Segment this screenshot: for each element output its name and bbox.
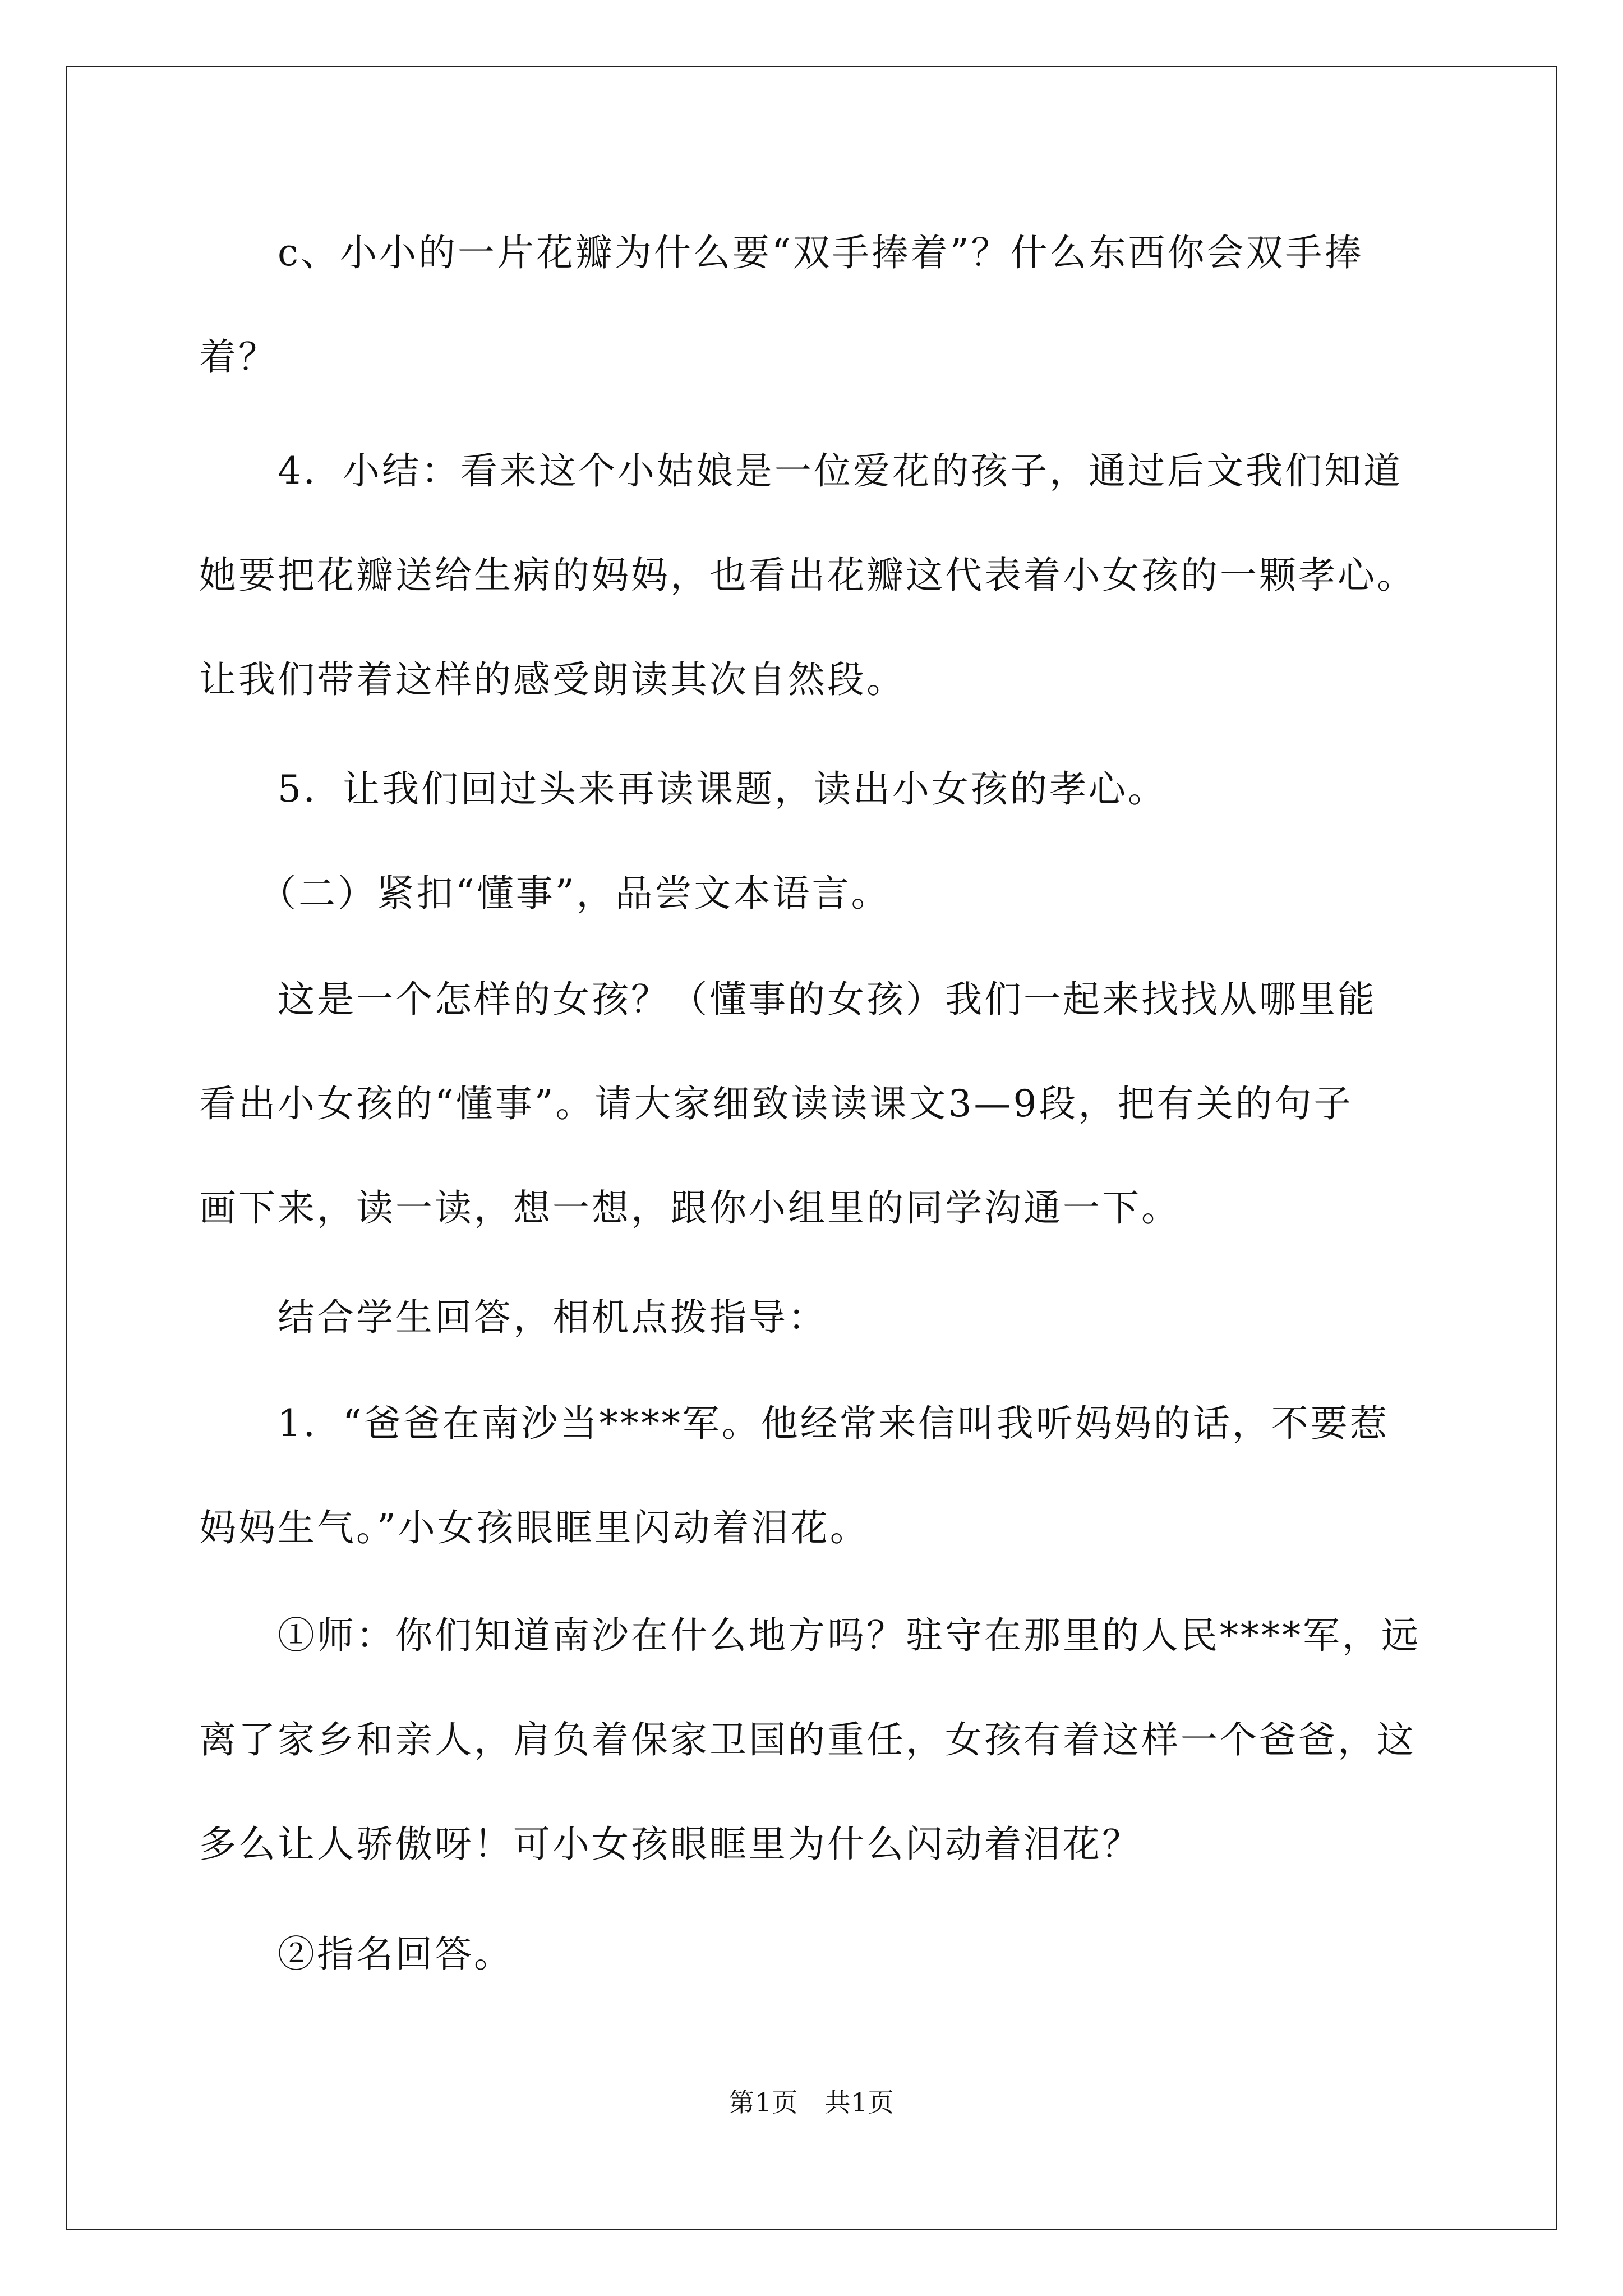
text-line: 4．小结：看来这个小姑娘是一位爱花的孩子，通过后文我们知道 (199, 449, 1403, 493)
paragraph-8 (199, 1584, 1489, 1897)
text-line: ②指名回答。 (199, 1932, 513, 1976)
page-footer (0, 2082, 1623, 2119)
paragraph-9 (199, 1902, 1489, 2007)
paragraph-5 (199, 947, 1489, 1260)
text-line: 离了家乡和亲人，肩负着保家卫国的重任，女孩有着这样一个爸爸，这 (199, 1718, 1416, 1761)
paragraph-1 (199, 201, 1489, 409)
text-line: 结合学生回答，相机点拨指导： (199, 1296, 827, 1339)
text-line: 多么让人骄傲呀！可小女孩眼眶里为什么闪动着泪花？ (199, 1823, 1141, 1866)
paragraph-7 (199, 1372, 1489, 1580)
text-line: 这是一个怎样的女孩？（懂事的女孩）我们一起来找找从哪里能 (199, 978, 1377, 1021)
page-total: 共1页 (824, 2087, 895, 2118)
paragraph-2 (199, 419, 1489, 732)
text-line: c、小小的一片花瓣为什么要“双手捧着”？什么东西你会双手捧 (199, 231, 1364, 274)
text-line: 她要把花瓣送给生病的妈妈，也看出花瓣这代表着小女孩的一颗孝心。 (199, 554, 1416, 597)
text-line: 画下来，读一读，想一想，跟你小组里的同学沟通一下。 (199, 1186, 1181, 1230)
paragraph-4 (199, 841, 1489, 946)
paragraph-3 (199, 737, 1489, 841)
page-number: 第1页 (728, 2087, 799, 2118)
text-line: 着？ (199, 335, 278, 379)
text-line: 5．让我们回过头来再读课题，读出小女孩的孝心。 (199, 767, 1167, 811)
text-line: 1．“爸爸在南沙当****军。他经常来信叫我听妈妈的话，不要惹 (199, 1402, 1389, 1445)
section-heading: （二）紧扣“懂事”，品尝文本语言。 (199, 872, 891, 915)
text-line: 妈妈生气。”小女孩眼眶里闪动着泪花。 (199, 1506, 869, 1549)
text-line: 让我们带着这样的感受朗读其次自然段。 (199, 658, 906, 701)
text-line: ①师：你们知道南沙在什么地方吗？驻守在那里的人民****军，远 (199, 1614, 1421, 1657)
paragraph-6 (199, 1266, 1489, 1370)
text-line: 看出小女孩的“懂事”。请大家细致读读课文3—9段，把有关的句子 (199, 1082, 1353, 1125)
